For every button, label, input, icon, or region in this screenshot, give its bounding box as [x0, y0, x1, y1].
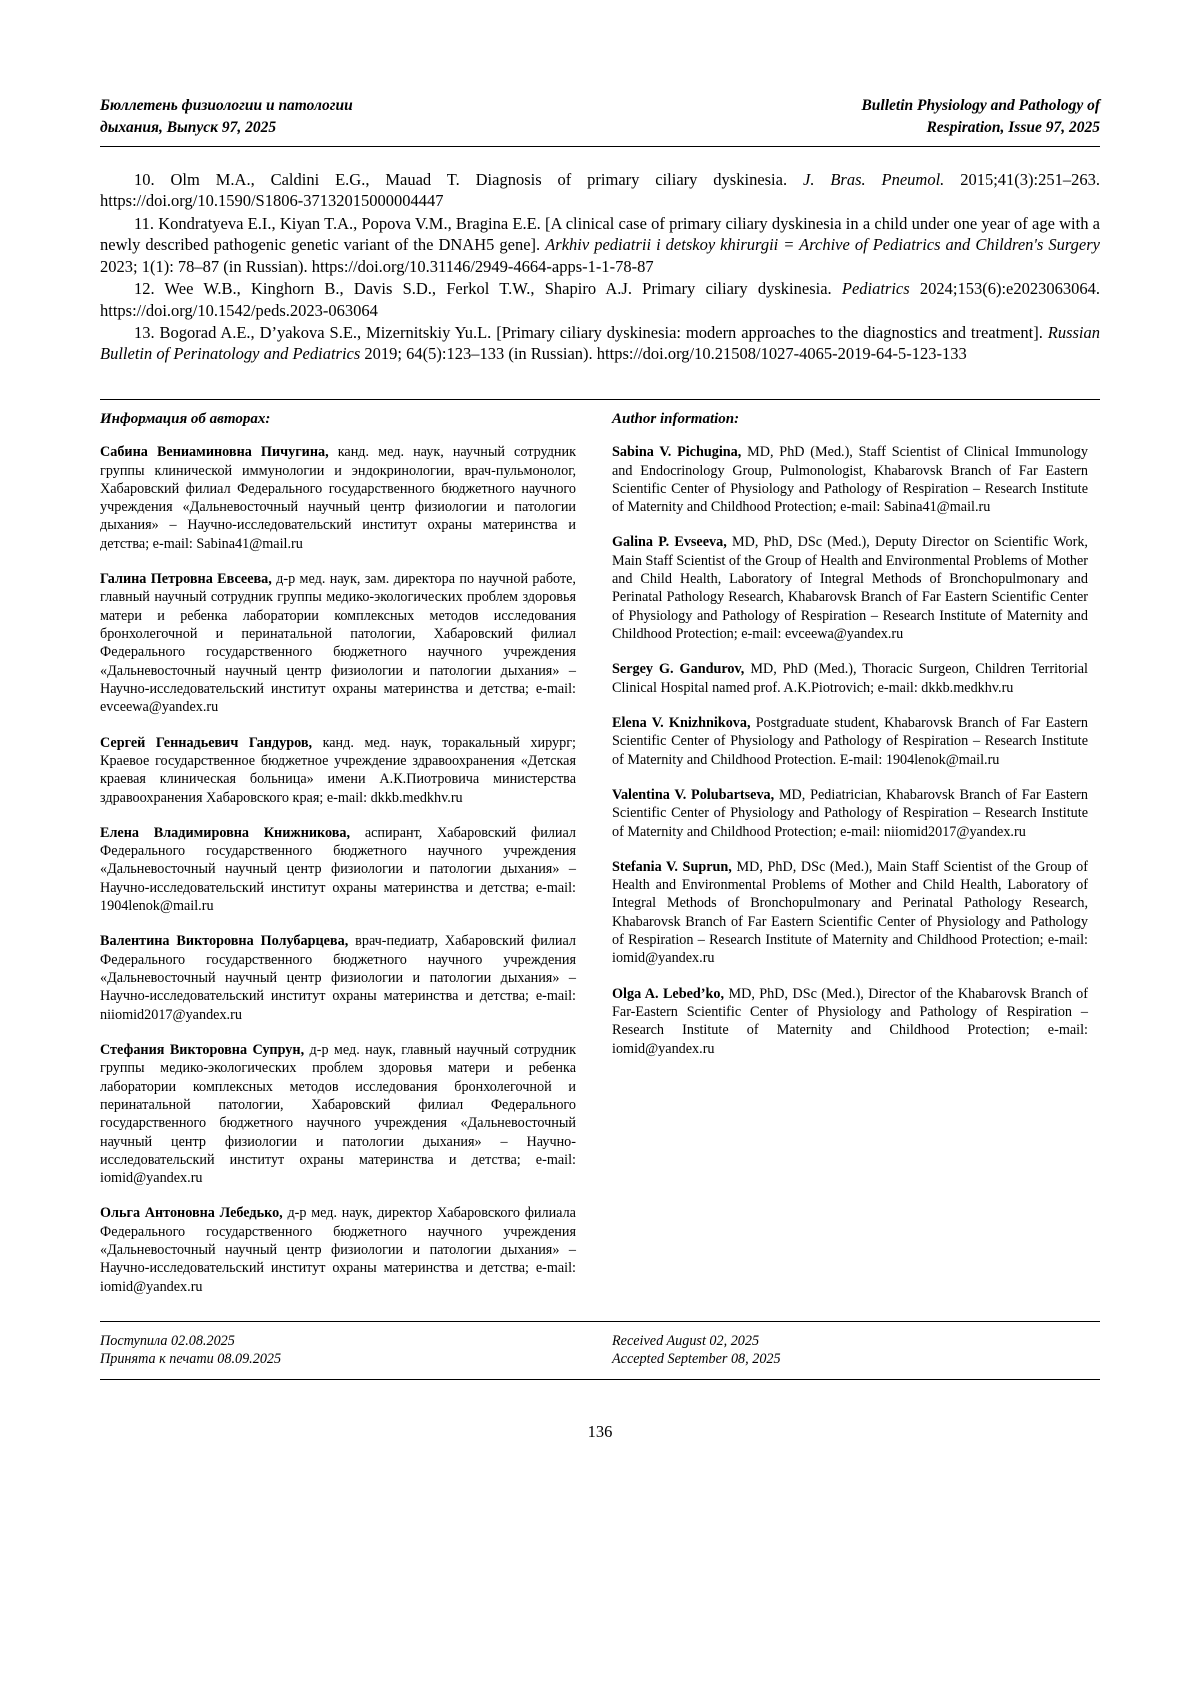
- author-entry: [100, 1204, 576, 1296]
- author-affiliation: канд. мед. наук, торакальный хирург; Краевое государственное бюджетное учреждение здравоохранения «Детская краевая клиническая больница» имени А.К.Пиотровича министерства здравоохранения Хабаровского края; e-mail: dkkb.medkhv.ru: [100, 734, 576, 806]
- reference-post: 2023; 1(1): 78–87 (in Russian). https://doi.org/10.31146/2949-4664-apps-1-1-78-87: [100, 256, 654, 276]
- reference-source: Russian Bulletin of Perinatology and Pediatrics: [100, 323, 1100, 364]
- author-name: Валентина Викторовна Полубарцева,: [100, 933, 349, 950]
- running-head-left: [100, 95, 353, 140]
- author-info-heading-ru: Информация об авторах:: [100, 410, 271, 427]
- reference-source: Arkhiv pediatrii i detskoy khirurgii = Archive of Pediatrics and Children's Surgery: [545, 235, 1100, 255]
- author-name: Галина Петровна Евсеева,: [100, 571, 272, 588]
- author-entry: [100, 824, 576, 916]
- author-name: Galina P. Evseeva,: [612, 534, 727, 551]
- reference-post: 2019; 64(5):123–133 (in Russian). https://doi.org/10.21508/1027-4065-2019-64-5-123-133: [360, 344, 967, 364]
- author-entry: [612, 443, 1088, 516]
- author-info-column-ru: [100, 410, 576, 1313]
- dates-divider-bottom: [100, 1379, 1100, 1380]
- author-affiliation: д-р мед. наук, зам. директора по научной работе, главный научный сотрудник группы медико-экологических проблем здоровья матери и ребенка лаборатории комплексных методов исследования бронхолегочной и перинатальной патологии, Хабаровский филиал Федерального государственного бюджетного научного учреждения «Дальневосточный научный центр физиологии и патологии дыхания» – Научно-исследовательский институт охраны материнства и детства; e-mail: evceewa@yandex.ru: [100, 571, 576, 716]
- author-entry: [100, 570, 576, 717]
- reference-pre: 11. Kondratyeva E.I., Kiyan T.A., Popova V.M., Bragina E.E. [A clinical case of primary ciliary dyskinesia in a child under one year of age with a newly described pathogenic genetic variant of the DNAH5 gene].: [100, 213, 1100, 255]
- dates-column-ru: [100, 1332, 576, 1369]
- author-entry: [100, 443, 576, 553]
- page-number: 136: [587, 1421, 613, 1441]
- date-received-en: Received August 02, 2025: [612, 1333, 760, 1350]
- author-affiliation: Postgraduate student, Khabarovsk Branch of Far Eastern Scientific Center of Physiology and Pathology of Respiration – Research Institute of Maternity and Childhood Protection. E-mail: 1904lenok@mail.ru: [612, 714, 1088, 768]
- running-head-left-line2: дыхания, Выпуск 97, 2025: [100, 119, 277, 137]
- reference-item: [100, 169, 1100, 212]
- date-accepted-en: Accepted September 08, 2025: [612, 1351, 781, 1368]
- author-affiliation: MD, Pediatrician, Khabarovsk Branch of Far Eastern Scientific Center of Physiology and Pathology of Respiration – Research Institute of Maternity and Childhood Protection; e-mail: niiomid2017@yandex.ru: [612, 786, 1088, 840]
- author-affiliation: аспирант, Хабаровский филиал Федерального государственного бюджетного научного учреждения «Дальневосточный научный центр физиологии и патологии дыхания» – Научно-исследовательский институт охраны материнства и детства; e-mail: 1904lenok@mail.ru: [100, 824, 576, 915]
- author-affiliation: канд. мед. наук, научный сотрудник группы клинической иммунологии и эндокринологии, врач-пульмонолог, Хабаровский филиал Федерального государственного бюджетного научного учреждения «Дальневосточный научный центр физиологии и патологии дыхания» – Научно-исследовательский институт охраны материнства и детства; e-mail: Sabina41@mail.ru: [100, 444, 577, 552]
- author-entry: [612, 714, 1088, 769]
- author-affiliation: MD, PhD, DSc (Med.), Deputy Director on Scientific Work, Main Staff Scientist of the Group of Health and Environmental Problems of Mother and Child Health, Laboratory of Integral Methods of Bronchopulmonary and Perinatal Pathology Research, Khabarovsk Branch of Far Eastern Scientific Center of Physiology and Pathology of Respiration – Research Institute of Maternity and Childhood Protection; e-mail: evceewa@yandex.ru: [612, 534, 1088, 643]
- author-affiliation: д-р мед. наук, директор Хабаровского филиала Федерального государственного бюджетного научного учреждения «Дальневосточный научный центр физиологии и патологии дыхания» – Научно-исследовательский институт охраны материнства и детства; e-mail: iomid@yandex.ru: [100, 1205, 576, 1295]
- reference-post: 2024;153(6):e2023063064. https://doi.org/10.1542/peds.2023-063064: [100, 279, 1100, 320]
- author-entry: [100, 734, 576, 807]
- submission-dates: [100, 1332, 1100, 1369]
- reference-item: [100, 213, 1100, 277]
- running-head-right: [861, 95, 1100, 140]
- author-affiliation: MD, PhD (Med.), Staff Scientist of Clinical Immunology and Endocrinology Group, Pulmonologist, Khabarovsk Branch of Far Eastern Scientific Center of Physiology and Pathology of Respiration – Research Institute of Maternity and Childhood Protection; e-mail: Sabina41@mail.ru: [612, 444, 1088, 516]
- author-name: Ольга Антоновна Лебедько,: [100, 1205, 283, 1222]
- author-name: Valentina V. Polubartseva,: [612, 786, 775, 803]
- author-entry: [612, 985, 1088, 1058]
- reference-source: Pediatrics: [841, 279, 910, 299]
- author-entry: [612, 533, 1088, 643]
- header-divider: [100, 146, 1100, 147]
- reference-post: 2015;41(3):251–263. https://doi.org/10.1590/S1806-37132015000004447: [100, 169, 1100, 211]
- author-entry: [100, 1041, 576, 1188]
- reference-item: [100, 322, 1100, 365]
- author-name: Elena V. Knizhnikova,: [612, 714, 751, 731]
- reference-pre: 10. Olm M.A., Caldini E.G., Mauad T. Diagnosis of primary ciliary dyskinesia.: [134, 169, 803, 189]
- running-head-left-line1: Бюллетень физиологии и патологии: [100, 97, 353, 114]
- author-entry: [612, 786, 1088, 841]
- author-affiliation: MD, PhD, DSc (Med.), Main Staff Scientist of the Group of Health and Environmental Problems of Mother and Child Health, Laboratory of Integral Methods of Bronchopulmonary and Perinatal Pathology Research, Khabarovsk Branch of Far Eastern Scientific Center of Physiology and Pathology of Respiration – Research Institute of Maternity and Childhood Protection; e-mail: iomid@yandex.ru: [612, 858, 1088, 967]
- author-name: Елена Владимировна Книжникова,: [100, 824, 351, 841]
- author-entry: [612, 660, 1088, 697]
- date-accepted-ru: Принята к печати 08.09.2025: [100, 1351, 282, 1368]
- author-name: Sabina V. Pichugina,: [612, 444, 742, 461]
- dates-divider-top: [100, 1321, 1100, 1322]
- author-entry: [612, 858, 1088, 968]
- running-head-right-line2: Respiration, Issue 97, 2025: [926, 119, 1100, 137]
- author-affiliation: MD, PhD, DSc (Med.), Director of the Khabarovsk Branch of Far-Eastern Scientific Center of Physiology and Pathology of Respiration – Research Institute of Maternity and Childhood Protection; e-mail: iomid@yandex.ru: [612, 985, 1088, 1057]
- author-name: Olga A. Lebed’ko,: [612, 985, 725, 1002]
- author-name: Сергей Геннадьевич Гандуров,: [100, 734, 313, 751]
- running-head: [100, 95, 1100, 144]
- author-affiliation: д-р мед. наук, главный научный сотрудник группы медико-экологических проблем здоровья матери и ребенка лаборатории комплексных методов исследования бронхолегочной и перинатальной патологии, Хабаровский филиал Федерального государственного бюджетного научного учреждения «Дальневосточный научный центр физиологии и патологии дыхания» – Научно-исследовательский институт охраны материнства и детства; e-mail: iomid@yandex.ru: [100, 1041, 576, 1187]
- reference-pre: 13. Bogorad A.E., D’yakova S.E., Mizernitskiy Yu.L. [Primary ciliary dyskinesia: modern approaches to the diagnostics and treatment].: [134, 323, 1048, 342]
- author-name: Сабина Вениаминовна Пичугина,: [100, 444, 329, 461]
- author-info-column-en: [612, 410, 1088, 1313]
- author-info-heading-en: Author information:: [612, 410, 740, 427]
- reference-pre: 12. Wee W.B., Kinghorn B., Davis S.D., Ferkol T.W., Shapiro A.J. Primary ciliary dyskinesia.: [134, 279, 842, 299]
- reference-source: J. Bras. Pneumol.: [803, 169, 945, 189]
- author-affiliation: врач-педиатр, Хабаровский филиал Федерального государственного бюджетного научного учреждения «Дальневосточный научный центр физиологии и патологии дыхания» – Научно-исследовательский институт охраны материнства и детства; e-mail: niiomid2017@yandex.ru: [100, 933, 576, 1023]
- author-affiliation: MD, PhD (Med.), Thoracic Surgeon, Children Territorial Clinical Hospital named prof. A.K.Piotrovich; e-mail: dkkb.medkhv.ru: [612, 661, 1088, 696]
- dates-column-en: [612, 1332, 1088, 1369]
- running-head-right-line1: Bulletin Physiology and Pathology of: [861, 97, 1100, 114]
- author-info-divider-top: [100, 399, 1100, 400]
- date-received-ru: Поступила 02.08.2025: [100, 1333, 235, 1350]
- reference-item: [100, 278, 1100, 321]
- author-name: Sergey G. Gandurov,: [612, 661, 745, 678]
- references-list: [100, 169, 1100, 365]
- author-info-section: [100, 410, 1100, 1313]
- author-entry: [100, 932, 576, 1024]
- author-name: Стефания Викторовна Супрун,: [100, 1041, 305, 1058]
- author-name: Stefania V. Suprun,: [612, 858, 732, 875]
